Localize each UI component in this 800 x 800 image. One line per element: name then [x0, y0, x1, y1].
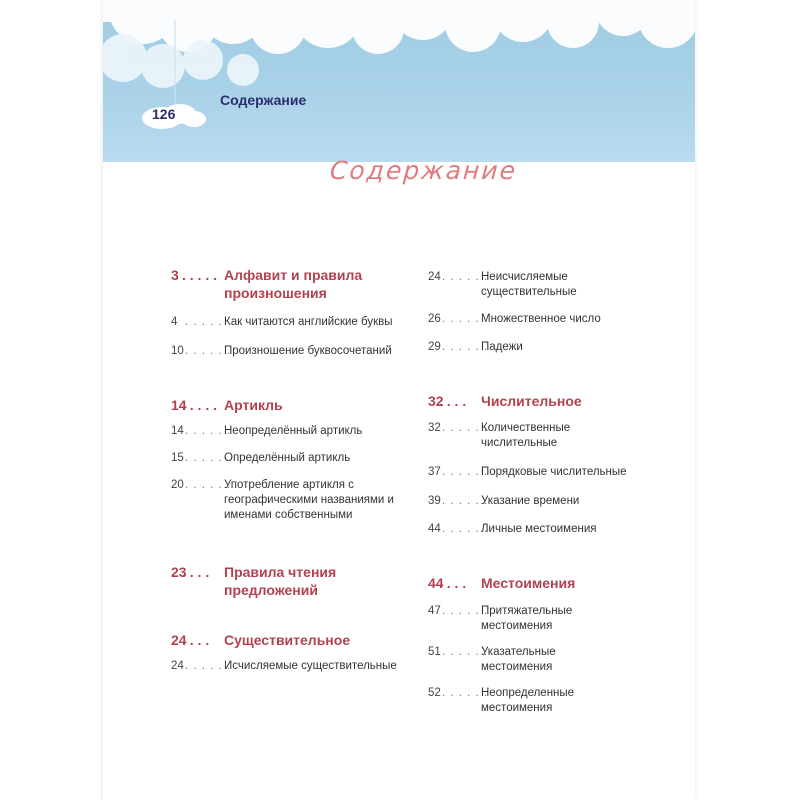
toc-leader-dots: . . . . — [439, 575, 467, 591]
toc-entry[interactable] — [171, 315, 401, 330]
toc-entry[interactable] — [171, 266, 401, 302]
toc-leader-dots: . . . . . . — [442, 605, 489, 617]
toc-page-number: 39 — [428, 495, 441, 507]
toc-page-number: 47 — [428, 605, 441, 617]
toc-page-number: 52 — [428, 687, 441, 699]
toc-entry[interactable] — [428, 604, 628, 634]
toc-entry-text: Указательные местоимения — [481, 646, 556, 673]
toc-page-number: 3 — [171, 267, 179, 283]
toc-leader-dots: . . . . — [182, 564, 210, 580]
toc-page-number: 32 — [428, 393, 444, 409]
toc-entry[interactable] — [171, 396, 401, 414]
toc-page-number: 29 — [428, 341, 441, 353]
toc-entry-text: Правила чтения предложений — [224, 564, 337, 598]
toc-leader-dots: . . . . . . — [442, 687, 489, 699]
toc-entry-text: Множественное число — [481, 313, 601, 325]
toc-page-number: 44 — [428, 575, 444, 591]
toc-entry[interactable] — [428, 686, 628, 716]
toc-entry-text: Употребление артикля с географическими названиями и именами собственными — [224, 479, 394, 521]
toc-leader-dots: . . . . . . — [185, 345, 232, 357]
toc-leader-dots: . . . . . . — [442, 271, 489, 283]
toc-entry-text: Порядковые числительные — [481, 466, 627, 478]
toc-entry-text: Личные местоимения — [481, 523, 597, 535]
toc-leader-dots: . . . . . . — [185, 452, 232, 464]
toc-entry-text: Определённый артикль — [224, 452, 351, 464]
toc-leader-dots: . . . . . . — [442, 646, 489, 658]
toc-page-number: 14 — [171, 397, 187, 413]
toc-leader-dots: . . . . . . — [185, 660, 232, 672]
toc-page-number: 32 — [428, 422, 441, 434]
toc-page-number: 14 — [171, 425, 184, 437]
toc-leader-dots: . . . . . . — [442, 313, 489, 325]
toc-entry[interactable] — [428, 522, 628, 537]
toc-left-column — [171, 266, 401, 674]
toc-page-number: 44 — [428, 523, 441, 535]
toc-entry[interactable] — [171, 344, 401, 359]
toc-entry-text: Числительное — [481, 393, 582, 409]
toc-leader-dots: . . . . . — [182, 397, 218, 413]
toc-entry-text: Существительное — [224, 632, 351, 648]
toc-page-number: 20 — [171, 479, 184, 491]
header-sky-illustration — [103, 0, 695, 162]
toc-entry[interactable] — [428, 340, 628, 355]
running-header-title: Содержание — [220, 92, 307, 108]
toc-page-number: 10 — [171, 345, 184, 357]
toc-entry[interactable] — [428, 574, 628, 592]
toc-entry[interactable] — [171, 478, 401, 523]
toc-page-number: 15 — [171, 452, 184, 464]
toc-leader-dots: . . . . — [182, 632, 210, 648]
toc-entry-text: Произношение буквосочетаний — [224, 345, 392, 357]
toc-page-number: 4 — [171, 316, 178, 328]
toc-page-number: 24 — [171, 632, 187, 648]
toc-entry[interactable] — [428, 270, 628, 300]
toc-entry[interactable] — [428, 465, 628, 480]
toc-page-number: 23 — [171, 564, 187, 580]
toc-page-number: 26 — [428, 313, 441, 325]
toc-entry-text: Падежи — [481, 341, 523, 353]
toc-leader-dots: . . . . . . — [442, 495, 489, 507]
toc-entry[interactable] — [171, 563, 401, 599]
toc-leader-dots: . . . . . . — [442, 523, 489, 535]
toc-entry-text: Местоимения — [481, 575, 576, 591]
toc-entry-text: Указание времени — [481, 495, 580, 507]
toc-leader-dots: . . . . . . — [442, 341, 489, 353]
toc-leader-dots: . . . . . . — [185, 425, 232, 437]
toc-leader-dots: . . . . . . — [442, 466, 489, 478]
toc-entry-text: Количественные числительные — [481, 422, 571, 449]
toc-entry[interactable] — [428, 421, 628, 451]
toc-entry[interactable] — [428, 494, 628, 509]
toc-right-column — [428, 266, 628, 716]
toc-leader-dots: . . . . . — [182, 267, 218, 283]
toc-page-number: 51 — [428, 646, 441, 658]
toc-entry-text: Неопределенные местоимения — [481, 687, 575, 714]
page-title: Содержание — [328, 156, 519, 185]
toc-entry[interactable] — [171, 659, 401, 674]
toc-entry-text: Исчисляемые существительные — [224, 660, 397, 672]
toc-entry[interactable] — [171, 451, 401, 466]
toc-entry-text: Неисчисляемые существительные — [481, 271, 577, 298]
toc-entry-text: Алфавит и правила произношения — [224, 267, 363, 301]
toc-entry-text: Артикль — [224, 397, 283, 413]
toc-page-number: 37 — [428, 466, 441, 478]
clouds-illustration — [103, 0, 695, 162]
toc-leader-dots: . . . . . . — [185, 479, 232, 491]
page-number: 126 — [152, 106, 176, 122]
toc-entry[interactable] — [428, 312, 628, 327]
toc-leader-dots: . . . . . . — [442, 422, 489, 434]
toc-entry[interactable] — [171, 424, 401, 439]
toc-entry-text: Притяжательные местоимения — [481, 605, 573, 632]
toc-entry[interactable] — [171, 631, 401, 649]
toc-page-number: 24 — [171, 660, 184, 672]
toc-leader-dots: . . . . . — [185, 316, 223, 328]
toc-leader-dots: . . . . — [439, 393, 467, 409]
toc-entry[interactable] — [428, 392, 628, 410]
toc-entry-text: Как читаются английские буквы — [224, 316, 393, 328]
toc-entry[interactable] — [428, 645, 628, 675]
toc-entry-text: Неопределённый артикль — [224, 425, 363, 437]
toc-page-number: 24 — [428, 271, 441, 283]
